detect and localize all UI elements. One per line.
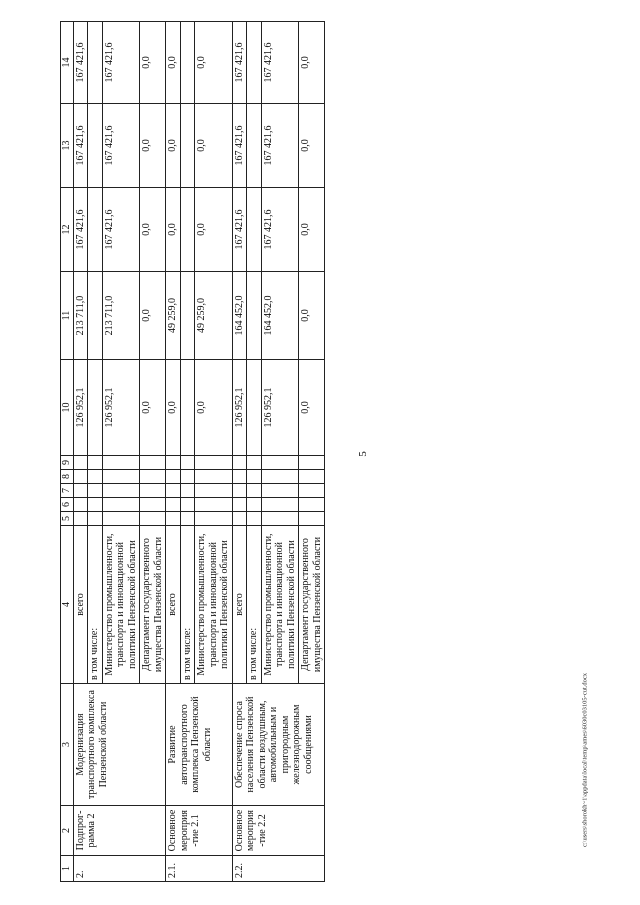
empty-cell [195, 484, 233, 498]
empty-cell [247, 512, 262, 526]
footer-file-path: c:\users\shorokh~1\appdata\local\temp\ames\6030c03105-cut.docx [581, 672, 589, 848]
executor-cell: в том числе: [180, 526, 195, 684]
empty-cell [88, 484, 103, 498]
executor-cell: всего [73, 526, 88, 684]
empty-cell [299, 456, 325, 470]
empty-cell [73, 470, 88, 484]
empty-cell [88, 470, 103, 484]
empty-cell [232, 512, 247, 526]
empty-cell [166, 512, 181, 526]
row-number-cell: 2.2. [232, 856, 325, 882]
empty-cell [195, 456, 233, 470]
table-row [73, 22, 88, 882]
value-cell: 0,0 [299, 360, 325, 456]
value-cell: 49 259,0 [166, 272, 181, 360]
table-body [61, 22, 325, 882]
value-cell: 0,0 [299, 104, 325, 188]
empty-cell [180, 512, 195, 526]
value-cell [88, 188, 103, 272]
empty-cell [88, 498, 103, 512]
value-cell [88, 104, 103, 188]
empty-cell [261, 484, 299, 498]
rotated-page-area [60, 22, 604, 882]
value-cell: 126 952,1 [73, 360, 88, 456]
header-cell: 1 [61, 856, 74, 882]
empty-cell [140, 456, 166, 470]
value-cell: 167 421,6 [73, 188, 88, 272]
header-cell: 3 [61, 684, 74, 806]
value-cell: 0,0 [299, 272, 325, 360]
executor-cell: всего [232, 526, 247, 684]
empty-cell [166, 484, 181, 498]
empty-cell [180, 498, 195, 512]
value-cell: 0,0 [166, 360, 181, 456]
value-cell: 167 421,6 [261, 188, 299, 272]
empty-cell [88, 456, 103, 470]
budget-table-container [60, 22, 604, 882]
empty-cell [247, 484, 262, 498]
value-cell: 0,0 [195, 360, 233, 456]
empty-cell [140, 498, 166, 512]
empty-cell [261, 512, 299, 526]
header-cell: 7 [61, 484, 74, 498]
value-cell: 0,0 [140, 188, 166, 272]
value-cell [180, 22, 195, 104]
value-cell: 164 452,0 [232, 272, 247, 360]
empty-cell [102, 498, 140, 512]
empty-cell [102, 456, 140, 470]
value-cell [180, 360, 195, 456]
empty-cell [166, 456, 181, 470]
program-type-cell: Основное мероприя-тие 2.1 [166, 806, 233, 856]
value-cell: 126 952,1 [232, 360, 247, 456]
empty-cell [140, 470, 166, 484]
empty-cell [232, 484, 247, 498]
executor-cell: в том числе: [88, 526, 103, 684]
value-cell: 164 452,0 [261, 272, 299, 360]
empty-cell [140, 512, 166, 526]
value-cell: 167 421,6 [102, 188, 140, 272]
page-number: 5 [356, 451, 369, 457]
header-cell: 5 [61, 512, 74, 526]
empty-cell [73, 498, 88, 512]
value-cell: 49 259,0 [195, 272, 233, 360]
empty-cell [102, 484, 140, 498]
value-cell: 167 421,6 [102, 22, 140, 104]
empty-cell [102, 470, 140, 484]
header-cell: 8 [61, 470, 74, 484]
empty-cell [166, 498, 181, 512]
executor-cell: Министерство промышленности, транспорта и инновационной политики Пензенской области [261, 526, 299, 684]
executor-cell: Департамент государственного имущества Пензенской области [299, 526, 325, 684]
value-cell: 0,0 [195, 104, 233, 188]
empty-cell [180, 484, 195, 498]
header-cell: 14 [61, 22, 74, 104]
value-cell [180, 188, 195, 272]
value-cell: 0,0 [299, 22, 325, 104]
executor-cell: Министерство промышленности, транспорта и инновационной политики Пензенской области [195, 526, 233, 684]
empty-cell [166, 470, 181, 484]
empty-cell [102, 512, 140, 526]
empty-cell [195, 512, 233, 526]
empty-cell [232, 456, 247, 470]
header-cell: 10 [61, 360, 74, 456]
value-cell: 0,0 [195, 188, 233, 272]
empty-cell [247, 470, 262, 484]
empty-cell [247, 456, 262, 470]
value-cell [247, 188, 262, 272]
value-cell: 167 421,6 [73, 22, 88, 104]
empty-cell [261, 456, 299, 470]
value-cell: 167 421,6 [232, 188, 247, 272]
value-cell: 0,0 [140, 22, 166, 104]
row-number-cell: 2.1. [166, 856, 233, 882]
table-row [166, 22, 181, 882]
program-name-cell: Развитие автотранспортного комплекса Пензенской области [166, 684, 233, 806]
empty-cell [180, 456, 195, 470]
value-cell [180, 104, 195, 188]
program-type-cell: Подпрог-рамма 2 [73, 806, 166, 856]
program-name-cell: Модернизация транспортного комплекса Пензенской области [73, 684, 166, 806]
value-cell: 167 421,6 [232, 104, 247, 188]
header-cell: 4 [61, 526, 74, 684]
empty-cell [73, 456, 88, 470]
empty-cell [232, 470, 247, 484]
header-cell: 13 [61, 104, 74, 188]
empty-cell [299, 512, 325, 526]
empty-cell [140, 484, 166, 498]
empty-cell [299, 470, 325, 484]
row-number-cell: 2. [73, 856, 166, 882]
value-cell [88, 22, 103, 104]
value-cell [180, 272, 195, 360]
value-cell: 0,0 [195, 22, 233, 104]
header-cell: 2 [61, 806, 74, 856]
value-cell: 126 952,1 [261, 360, 299, 456]
empty-cell [261, 498, 299, 512]
value-cell [247, 22, 262, 104]
value-cell: 167 421,6 [261, 104, 299, 188]
value-cell [88, 360, 103, 456]
value-cell: 0,0 [140, 360, 166, 456]
executor-cell: Департамент государственного имущества Пензенской области [140, 526, 166, 684]
header-cell: 6 [61, 498, 74, 512]
value-cell: 167 421,6 [73, 104, 88, 188]
value-cell: 0,0 [166, 22, 181, 104]
header-cell: 9 [61, 456, 74, 470]
value-cell: 213 711,0 [73, 272, 88, 360]
header-row [61, 22, 74, 882]
header-cell: 11 [61, 272, 74, 360]
empty-cell [247, 498, 262, 512]
program-name-cell: Обеспечение спроса населения Пензенской области воздушным, автомобильным и пригородным железнодорожным сообщениями [232, 684, 325, 806]
value-cell [247, 104, 262, 188]
empty-cell [299, 498, 325, 512]
header-cell: 12 [61, 188, 74, 272]
empty-cell [299, 484, 325, 498]
executor-cell: всего [166, 526, 181, 684]
value-cell: 126 952,1 [102, 360, 140, 456]
budget-table [60, 21, 325, 882]
empty-cell [195, 470, 233, 484]
empty-cell [180, 470, 195, 484]
value-cell: 0,0 [140, 104, 166, 188]
empty-cell [232, 498, 247, 512]
empty-cell [195, 498, 233, 512]
value-cell: 0,0 [166, 104, 181, 188]
empty-cell [73, 484, 88, 498]
value-cell: 213 711,0 [102, 272, 140, 360]
value-cell: 0,0 [140, 272, 166, 360]
value-cell: 167 421,6 [102, 104, 140, 188]
program-type-cell: Основное мероприя-тие 2.2 [232, 806, 325, 856]
table-row [232, 22, 247, 882]
executor-cell: Министерство промышленности, транспорта и инновационной политики Пензенской области [102, 526, 140, 684]
value-cell [247, 272, 262, 360]
value-cell [247, 360, 262, 456]
empty-cell [261, 470, 299, 484]
executor-cell: в том числе: [247, 526, 262, 684]
value-cell: 0,0 [299, 188, 325, 272]
empty-cell [73, 512, 88, 526]
value-cell: 167 421,6 [261, 22, 299, 104]
value-cell: 167 421,6 [232, 22, 247, 104]
value-cell [88, 272, 103, 360]
empty-cell [88, 512, 103, 526]
value-cell: 0,0 [166, 188, 181, 272]
